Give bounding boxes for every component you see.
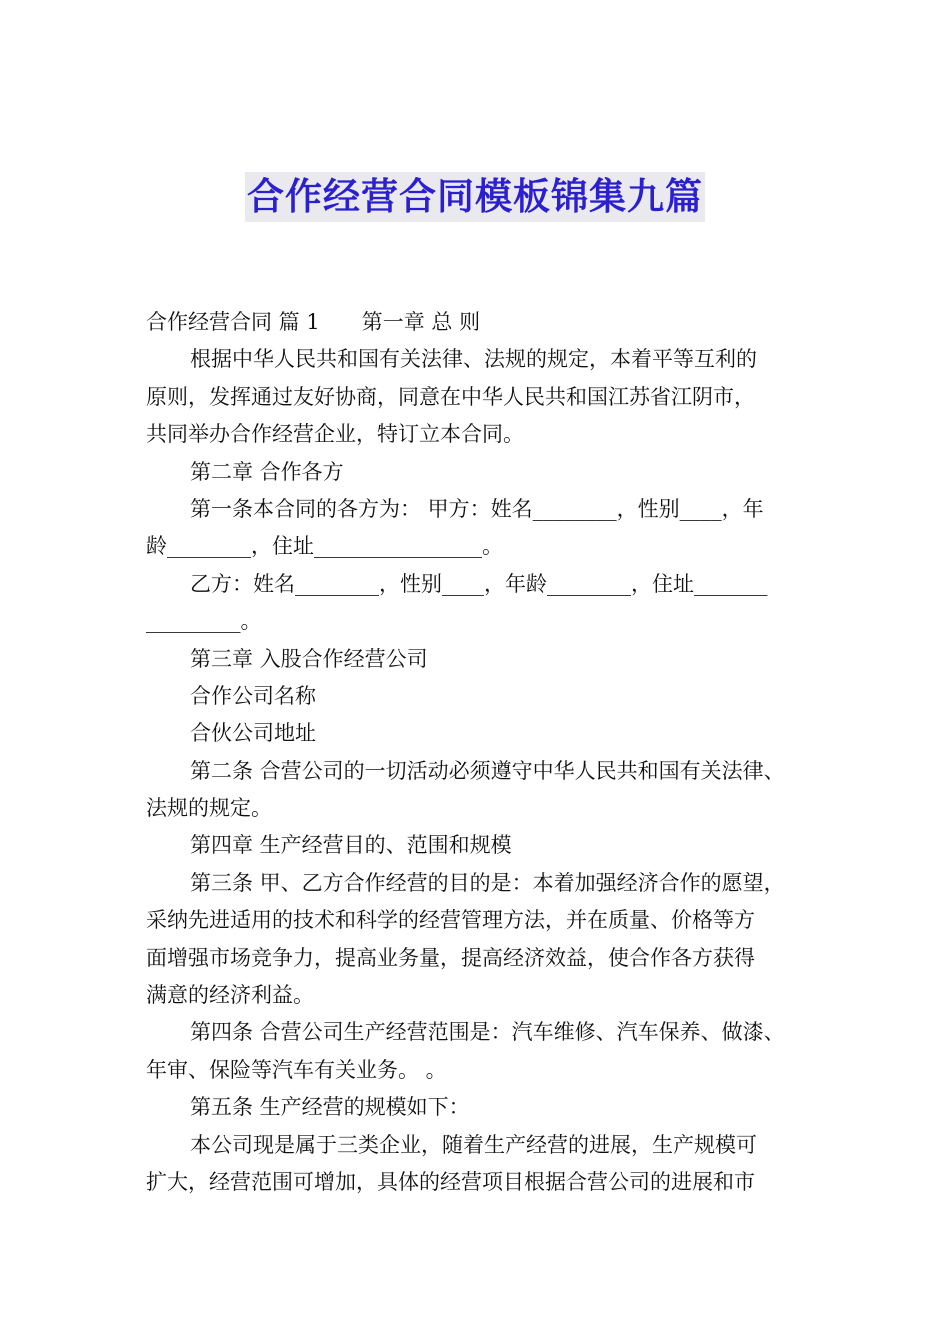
paragraph-line: 乙方：姓名________，性别____，年龄________，住址_______	[190, 571, 768, 596]
chapter-heading: 第三章 入股合作经营公司	[190, 646, 428, 671]
paragraph-line: 第五条 生产经营的规模如下：	[190, 1095, 470, 1120]
paragraph-line: 共同举办合作经营企业，特订立本合同。	[146, 422, 524, 447]
document-body	[146, 304, 818, 1201]
paragraph-line: _________。	[146, 609, 262, 634]
paragraph-line: 扩大，经营范围可增加，具体的经营项目根据合营公司的进展和市	[146, 1169, 755, 1194]
paragraph-line: 第一条本合同的各方为： 甲方：姓名________，性别____，年	[190, 496, 764, 521]
paragraph-line: 第二条 合营公司的一切活动必须遵守中华人民共和国有关法律、	[190, 758, 785, 783]
paragraph-line: 第三条 甲、乙方合作经营的目的是：本着加强经济合作的愿望，	[190, 870, 785, 895]
paragraph-line: 合伙公司地址	[190, 721, 316, 746]
chapter-heading: 第二章 合作各方	[190, 459, 344, 484]
paragraph-line: 合作公司名称	[190, 683, 316, 708]
section-heading-line	[146, 304, 818, 341]
paragraph-line: 根据中华人民共和国有关法律、法规的规定，本着平等互利的	[190, 347, 757, 372]
paragraph-line: 采纳先进适用的技术和科学的经营管理方法，并在质量、价格等方	[146, 908, 755, 933]
paragraph-line: 第四条 合营公司生产经营范围是：汽车维修、汽车保养、做漆、	[190, 1020, 785, 1045]
paragraph-line: 满意的经济利益。	[146, 983, 314, 1008]
paragraph-line: 年审、保险等汽车有关业务。 。	[146, 1057, 447, 1082]
paragraph-line: 法规的规定。	[146, 796, 272, 821]
paragraph-line: 原则，发挥通过友好协商，同意在中华人民共和国江苏省江阴市，	[146, 384, 755, 409]
contract-number: 合作经营合同 篇 1	[146, 310, 320, 334]
chapter-heading: 第一章 总 则	[361, 310, 481, 334]
chapter-heading: 第四章 生产经营目的、范围和规模	[190, 833, 512, 858]
paragraph-line: 龄________，住址________________。	[146, 534, 503, 559]
paragraph-line: 面增强市场竞争力，提高业务量，提高经济效益，使合作各方获得	[146, 945, 755, 970]
paragraph-line: 本公司现是属于三类企业，随着生产经营的进展，生产规模可	[190, 1132, 757, 1157]
document-title: 合作经营合同模板锦集九篇	[245, 172, 705, 222]
title-container	[0, 172, 950, 222]
